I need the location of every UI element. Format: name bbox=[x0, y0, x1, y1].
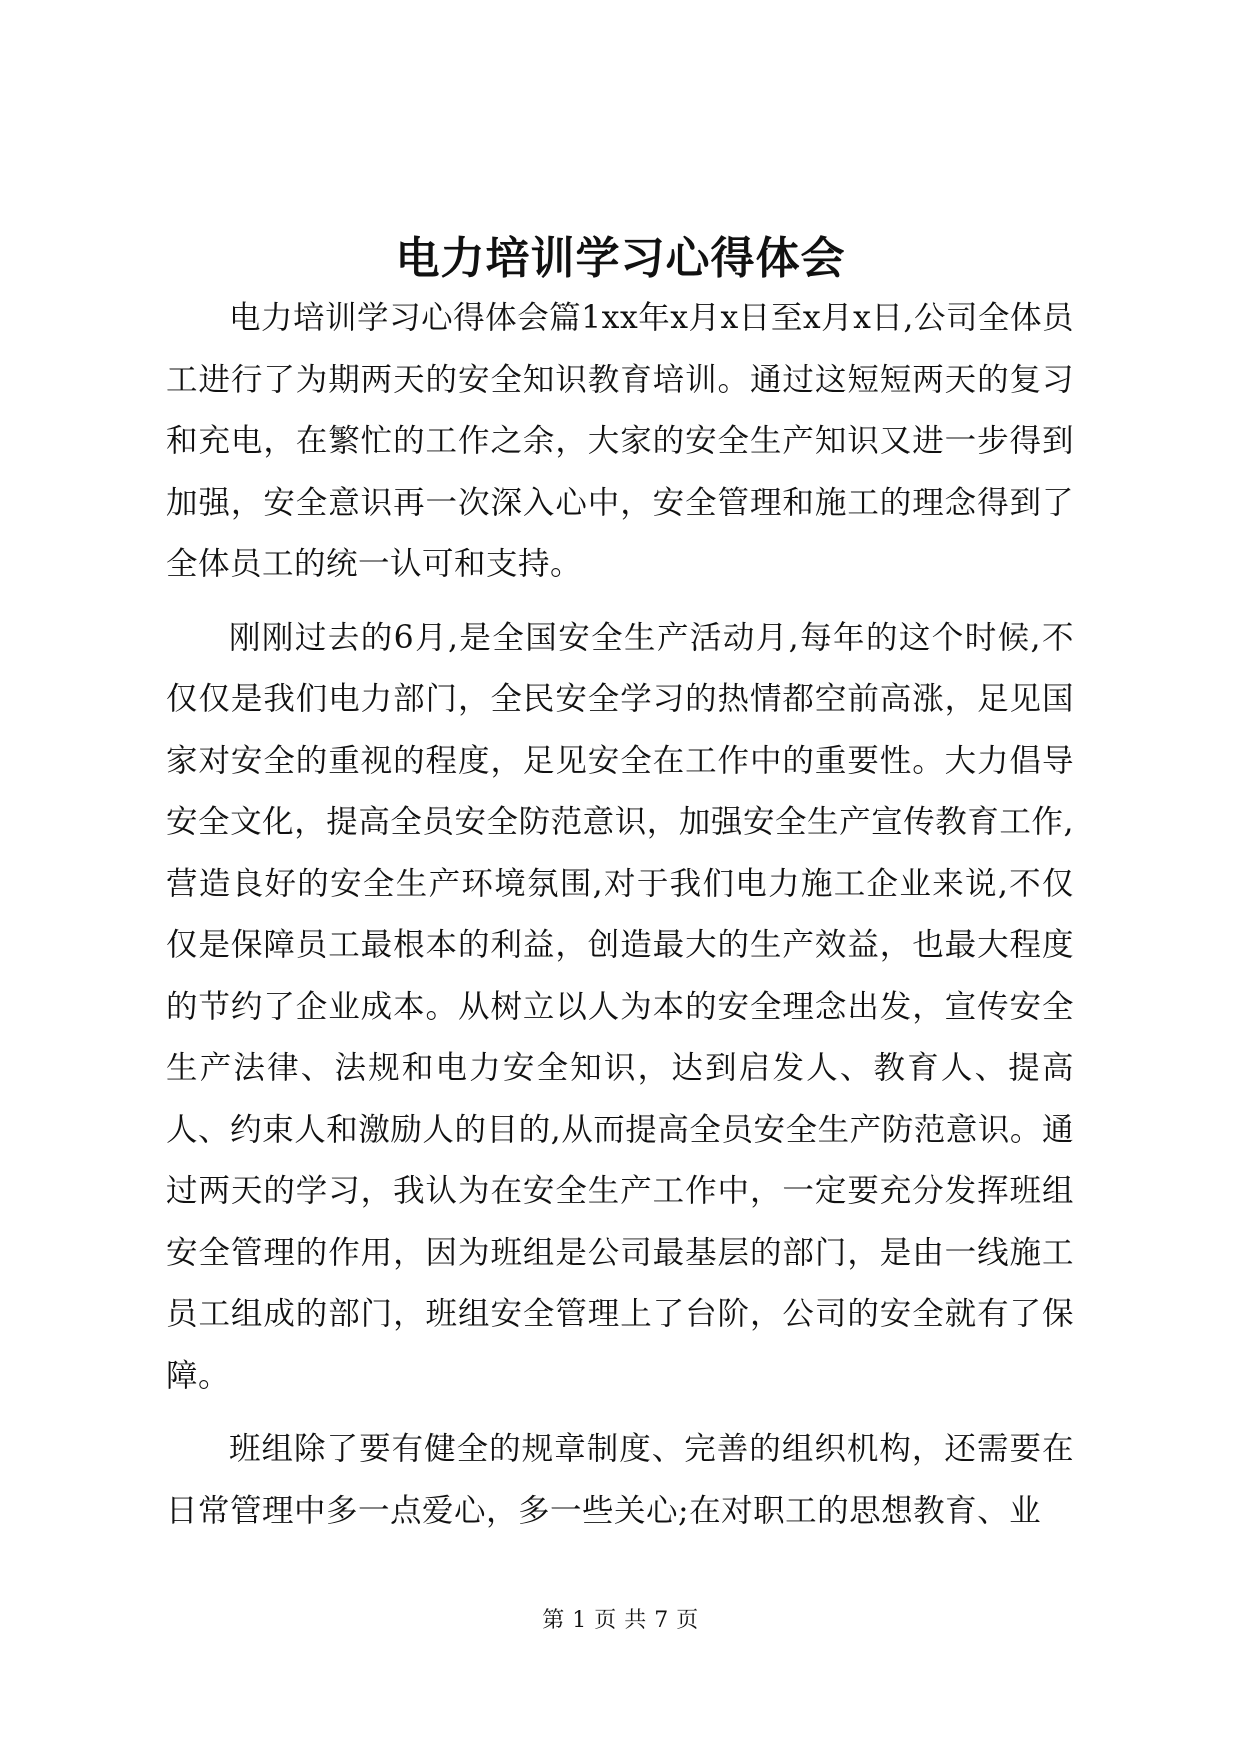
document-title: 电力培训学习心得体会 bbox=[395, 233, 846, 284]
document-body bbox=[166, 288, 1074, 1542]
paragraph-3: 班组除了要有健全的规章制度、完善的组织机构，还需要在日常管理中多一点爱心，多一些关心;在对职工的思想教育、业 bbox=[166, 1431, 1074, 1529]
paragraph-1: 电力培训学习心得体会篇1xx年x月x日至x月x日,公司全体员工进行了为期两天的安全知识教育培训。通过这短短两天的复习和充电，在繁忙的工作之余，大家的安全生产知识又进一步得到加强，安全意识再一次深入心中，安全管理和施工的理念得到了全体员工的统一认可和支持。 bbox=[166, 300, 1074, 582]
paragraph-2: 刚刚过去的6月,是全国安全生产活动月,每年的这个时候,不仅仅是我们电力部门，全民安全学习的热情都空前高涨，足见国家对安全的重视的程度，足见安全在工作中的重要性。大力倡导安全文化，提高全员安全防范意识，加强安全生产宣传教育工作,营造良好的安全生产环境氛围,对于我们电力施工企业来说,不仅仅是保障员工最根本的利益，创造最大的生产效益，也最大程度的节约了企业成本。从树立以人为本的安全理念出发，宣传安全生产法律、法规和电力安全知识，达到启发人、教育人、提高人、约束人和激励人的目的,从而提高全员安全生产防范意识。通过两天的学习，我认为在安全生产工作中，一定要充分发挥班组安全管理的作用，因为班组是公司最基层的部门，是由一线施工员工组成的部门，班组安全管理上了台阶，公司的安全就有了保障。 bbox=[166, 619, 1074, 1394]
page-footer: 第 1 页 共 7 页 bbox=[542, 1608, 699, 1633]
